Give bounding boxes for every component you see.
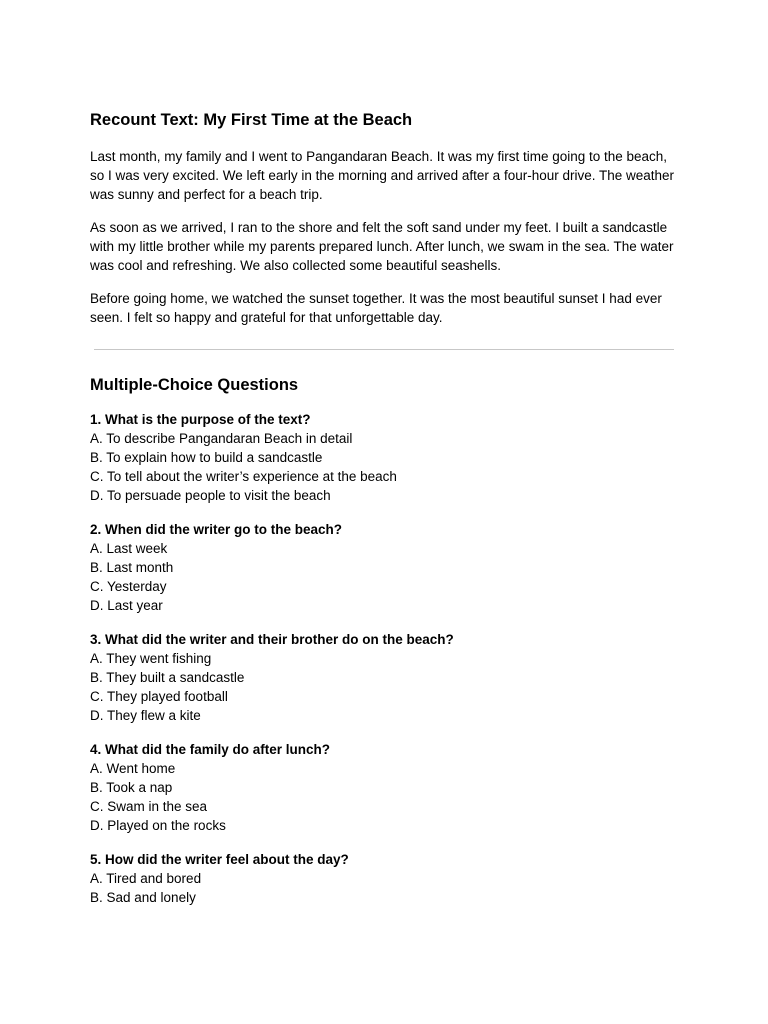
answer-option: A. To describe Pangandaran Beach in detail bbox=[90, 431, 353, 446]
paragraph: As soon as we arrived, I ran to the shore and felt the soft sand under my feet. I built a sandcastle with my little brother while my parents prepared lunch. After lunch, we swam in the sea. The water was cool and refreshing. We also collected some beautiful seashells. bbox=[90, 220, 674, 273]
paragraph: Before going home, we watched the sunset together. It was the most beautiful sunset I had ever seen. I felt so happy and grateful for that unforgettable day. bbox=[90, 291, 662, 325]
question-text: 2. When did the writer go to the beach? bbox=[90, 522, 343, 537]
answer-option: B. They built a sandcastle bbox=[90, 670, 245, 685]
answer-option: D. Played on the rocks bbox=[90, 818, 226, 833]
question-list bbox=[90, 410, 680, 907]
answer-option: B. Took a nap bbox=[90, 780, 173, 795]
section-divider bbox=[94, 349, 674, 350]
recount-text-body bbox=[90, 147, 680, 327]
answer-option: D. Last year bbox=[90, 598, 163, 613]
question-text: 4. What did the family do after lunch? bbox=[90, 742, 331, 757]
page-title: Recount Text: My First Time at the Beach bbox=[90, 111, 413, 129]
answer-option: D. They flew a kite bbox=[90, 708, 201, 723]
question-item bbox=[90, 850, 680, 907]
question-item bbox=[90, 410, 680, 505]
answer-option: D. To persuade people to visit the beach bbox=[90, 488, 331, 503]
answer-option: B. Last month bbox=[90, 560, 174, 575]
question-item bbox=[90, 520, 680, 615]
answer-option: A. Last week bbox=[90, 541, 168, 556]
answer-option: C. Swam in the sea bbox=[90, 799, 208, 814]
answer-option: B. Sad and lonely bbox=[90, 890, 196, 905]
answer-option: C. To tell about the writer’s experience at the beach bbox=[90, 469, 397, 484]
question-item bbox=[90, 740, 680, 835]
paragraph: Last month, my family and I went to Pangandaran Beach. It was my first time going to the beach, so I was very excited. We left early in the morning and arrived after a four-hour drive. The weather was sunny and perfect for a beach trip. bbox=[90, 149, 675, 202]
question-text: 5. How did the writer feel about the day? bbox=[90, 852, 349, 867]
question-item bbox=[90, 630, 680, 725]
answer-option: C. They played football bbox=[90, 689, 228, 704]
document-page bbox=[90, 109, 680, 922]
answer-option: C. Yesterday bbox=[90, 579, 167, 594]
answer-option: A. Went home bbox=[90, 761, 176, 776]
question-text: 3. What did the writer and their brother do on the beach? bbox=[90, 632, 454, 647]
answer-option: A. Tired and bored bbox=[90, 871, 202, 886]
question-text: 1. What is the purpose of the text? bbox=[90, 412, 311, 427]
answer-option: B. To explain how to build a sandcastle bbox=[90, 450, 323, 465]
section-heading: Multiple-Choice Questions bbox=[90, 376, 299, 394]
answer-option: A. They went fishing bbox=[90, 651, 212, 666]
